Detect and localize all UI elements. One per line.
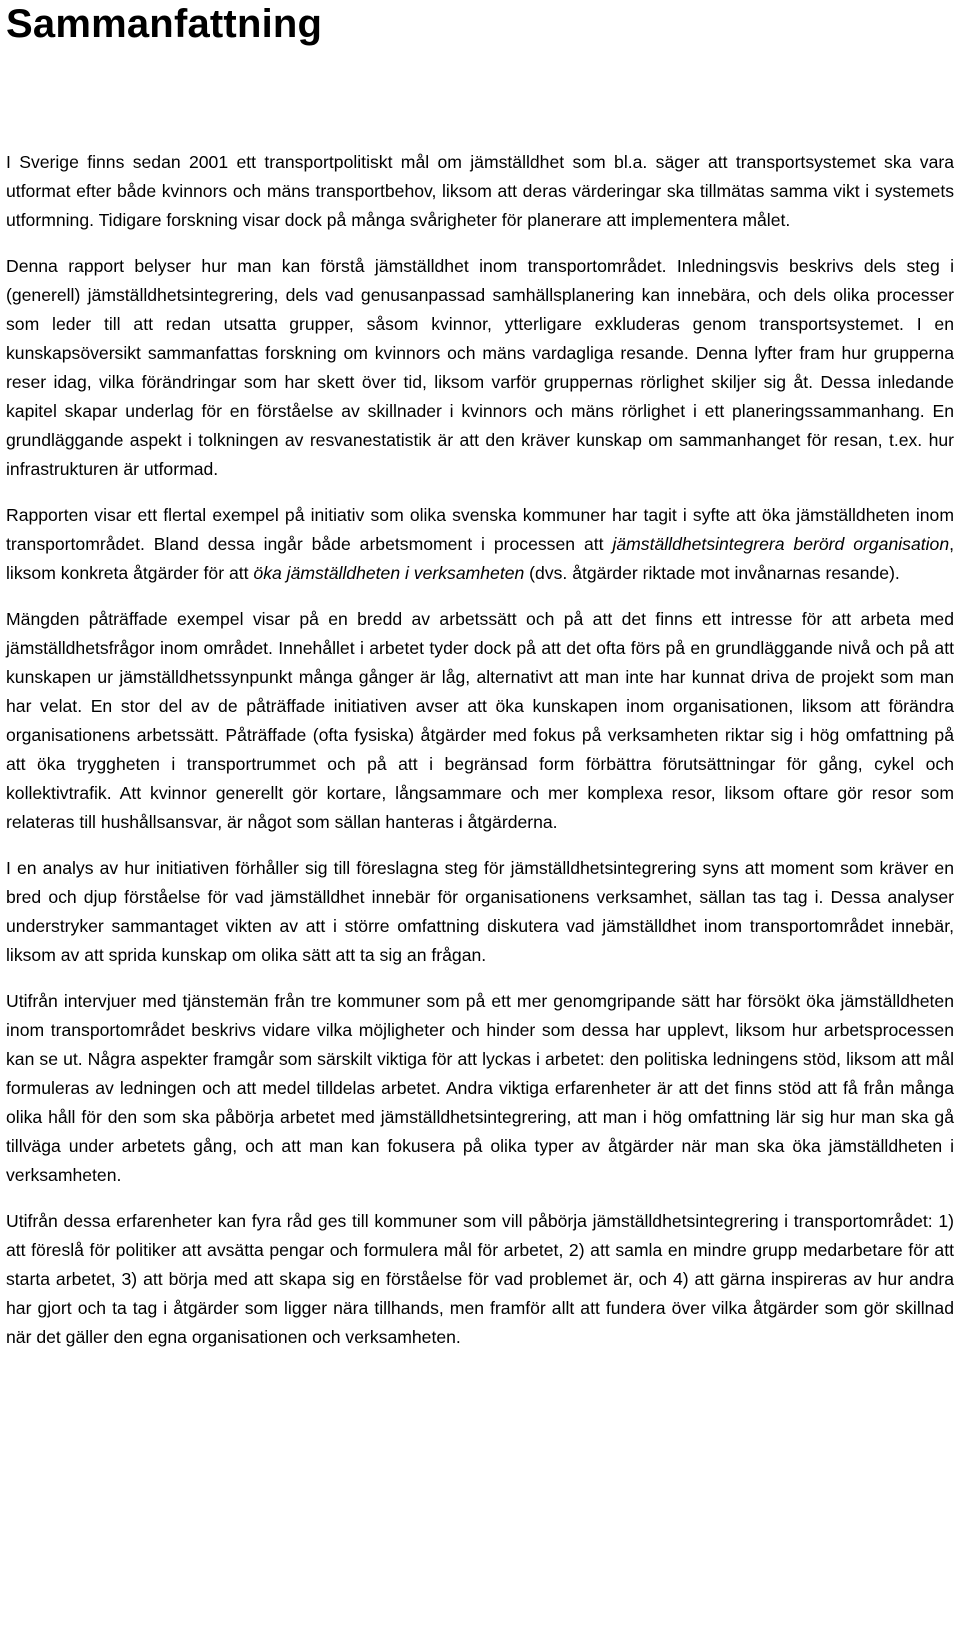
summary-paragraph-7: Utifrån dessa erfarenheter kan fyra råd ges till kommuner som vill påbörja jämställdhetsintegrering i transportområdet: 1) att föreslå för politiker att avsätta pengar och formulera mål för arbetet, 2) att samla en mindre grupp medarbetare för att starta arbetet, 3) att börja med att skapa sig en förståelse för vad problemet är, och 4) att gärna inspireras av hur andra har gjort och ta tag i åtgärder som ligger nära tillhands, men framför allt att fundera över vilka åtgärder som gör skillnad när det gäller den egna organisationen och verksamheten.	[6, 1211, 954, 1347]
summary-paragraph-1: I Sverige finns sedan 2001 ett transportpolitiskt mål om jämställdhet som bl.a. säger att transportsystemet ska vara utformat efter både kvinnors och mäns transportbehov, liksom att deras värderingar ska tillmätas samma vikt i systemets utformning. Tidigare forskning visar dock på många svårigheter för planerare att implementera målet.	[6, 152, 954, 230]
paragraph-3-emphasis-1: jämställdhetsintegrera berörd organisation	[612, 534, 950, 554]
summary-paragraph-5: I en analys av hur initiativen förhåller sig till föreslagna steg för jämställdhetsintegrering syns att moment som kräver en bred och djup förståelse för vad jämställdhet innebär för organisationens verksamhet, sällan tas tag i. Dessa analyser understryker sammantaget vikten av att i större omfattning diskutera vad jämställdhet inom transportområdet innebär, liksom av att sprida kunskap om olika sätt att ta sig an frågan.	[6, 858, 954, 965]
summary-paragraph-4: Mängden påträffade exempel visar på en bredd av arbetssätt och på att det finns ett intresse för att arbeta med jämställdhetsfrågor inom området. Innehållet i arbetet tyder dock på att det ofta förs på en grundläggande nivå och på att kunskapen ur jämställdhetssynpunkt många gånger är låg, alternativt att man inte har kunnat driva de projekt som man har velat. En stor del av de påträffade initiativen avser att öka kunskapen inom organisationen, liksom att förändra organisationens arbetssätt. Påträffade (ofta fysiska) åtgärder med fokus på verksamheten riktar sig i hög omfattning på att öka tryggheten i transportrummet och på att i begränsad form förbättra förutsättningar för gång, cykel och kollektivtrafik. Att kvinnor generellt gör kortare, långsammare och mer komplexa resor, liksom oftare gör resor som relateras till hushållsansvar, är något som sällan hanteras i åtgärderna.	[6, 609, 954, 832]
page-title: Sammanfattning	[6, 2, 323, 46]
summary-paragraph-6: Utifrån intervjuer med tjänstemän från tre kommuner som på ett mer genomgripande sätt har försökt öka jämställdheten inom transportområdet beskrivs vidare vilka möjligheter och hinder som dessa har upplevt, liksom hur arbetsprocessen kan se ut. Några aspekter framgår som särskilt viktiga för att lyckas i arbetet: den politiska ledningens stöd, liksom att mål formuleras av ledningen och att medel tilldelas arbetet. Andra viktiga erfarenheter är att det finns stöd att få från många olika håll för den som ska påbörja arbetet med jämställdhetsintegrering, att man i hög omfattning lär sig hur man ska gå tillväga under arbetets gång, och att man kan fokusera på olika typer av åtgärder när man ska öka jämställdheten i verksamheten.	[6, 991, 954, 1185]
paragraph-3-text-3: (dvs. åtgärder riktade mot invånarnas resande).	[524, 563, 900, 583]
paragraph-3-text-2: , liksom konkreta åtgärder för att	[6, 534, 954, 583]
summary-paragraph-2: Denna rapport belyser hur man kan förstå jämställdhet inom transportområdet. Inledningsvis beskrivs dels steg i (generell) jämställdhetsintegrering, dels vad genusanpassad samhällsplanering kan innebära, och dels olika processer som leder till att redan utsatta grupper, såsom kvinnor, ytterligare exkluderas genom transportsystemet. I en kunskapsöversikt sammanfattas forskning om kvinnors och mäns vardagliga resande. Denna lyfter fram hur grupperna reser idag, vilka förändringar som har skett över tid, liksom varför gruppernas rörlighet skiljer sig åt. Dessa inledande kapitel skapar underlag för en förståelse av skillnader i kvinnors och mäns rörlighet i ett planeringssammanhang. En grundläggande aspekt i tolkningen av resvanestatistik är att den kräver kunskap om sammanhanget för resan, t.ex. hur infrastrukturen är utformad.	[6, 256, 954, 479]
paragraph-3-text-1: Rapporten visar ett flertal exempel på initiativ som olika svenska kommuner har tagit i syfte att öka jämställdheten inom transportområdet. Bland dessa ingår både arbetsmoment i processen att	[6, 505, 954, 554]
paragraph-3-emphasis-2: öka jämställdheten i verksamheten	[253, 563, 525, 583]
summary-paragraph-3	[6, 501, 954, 588]
